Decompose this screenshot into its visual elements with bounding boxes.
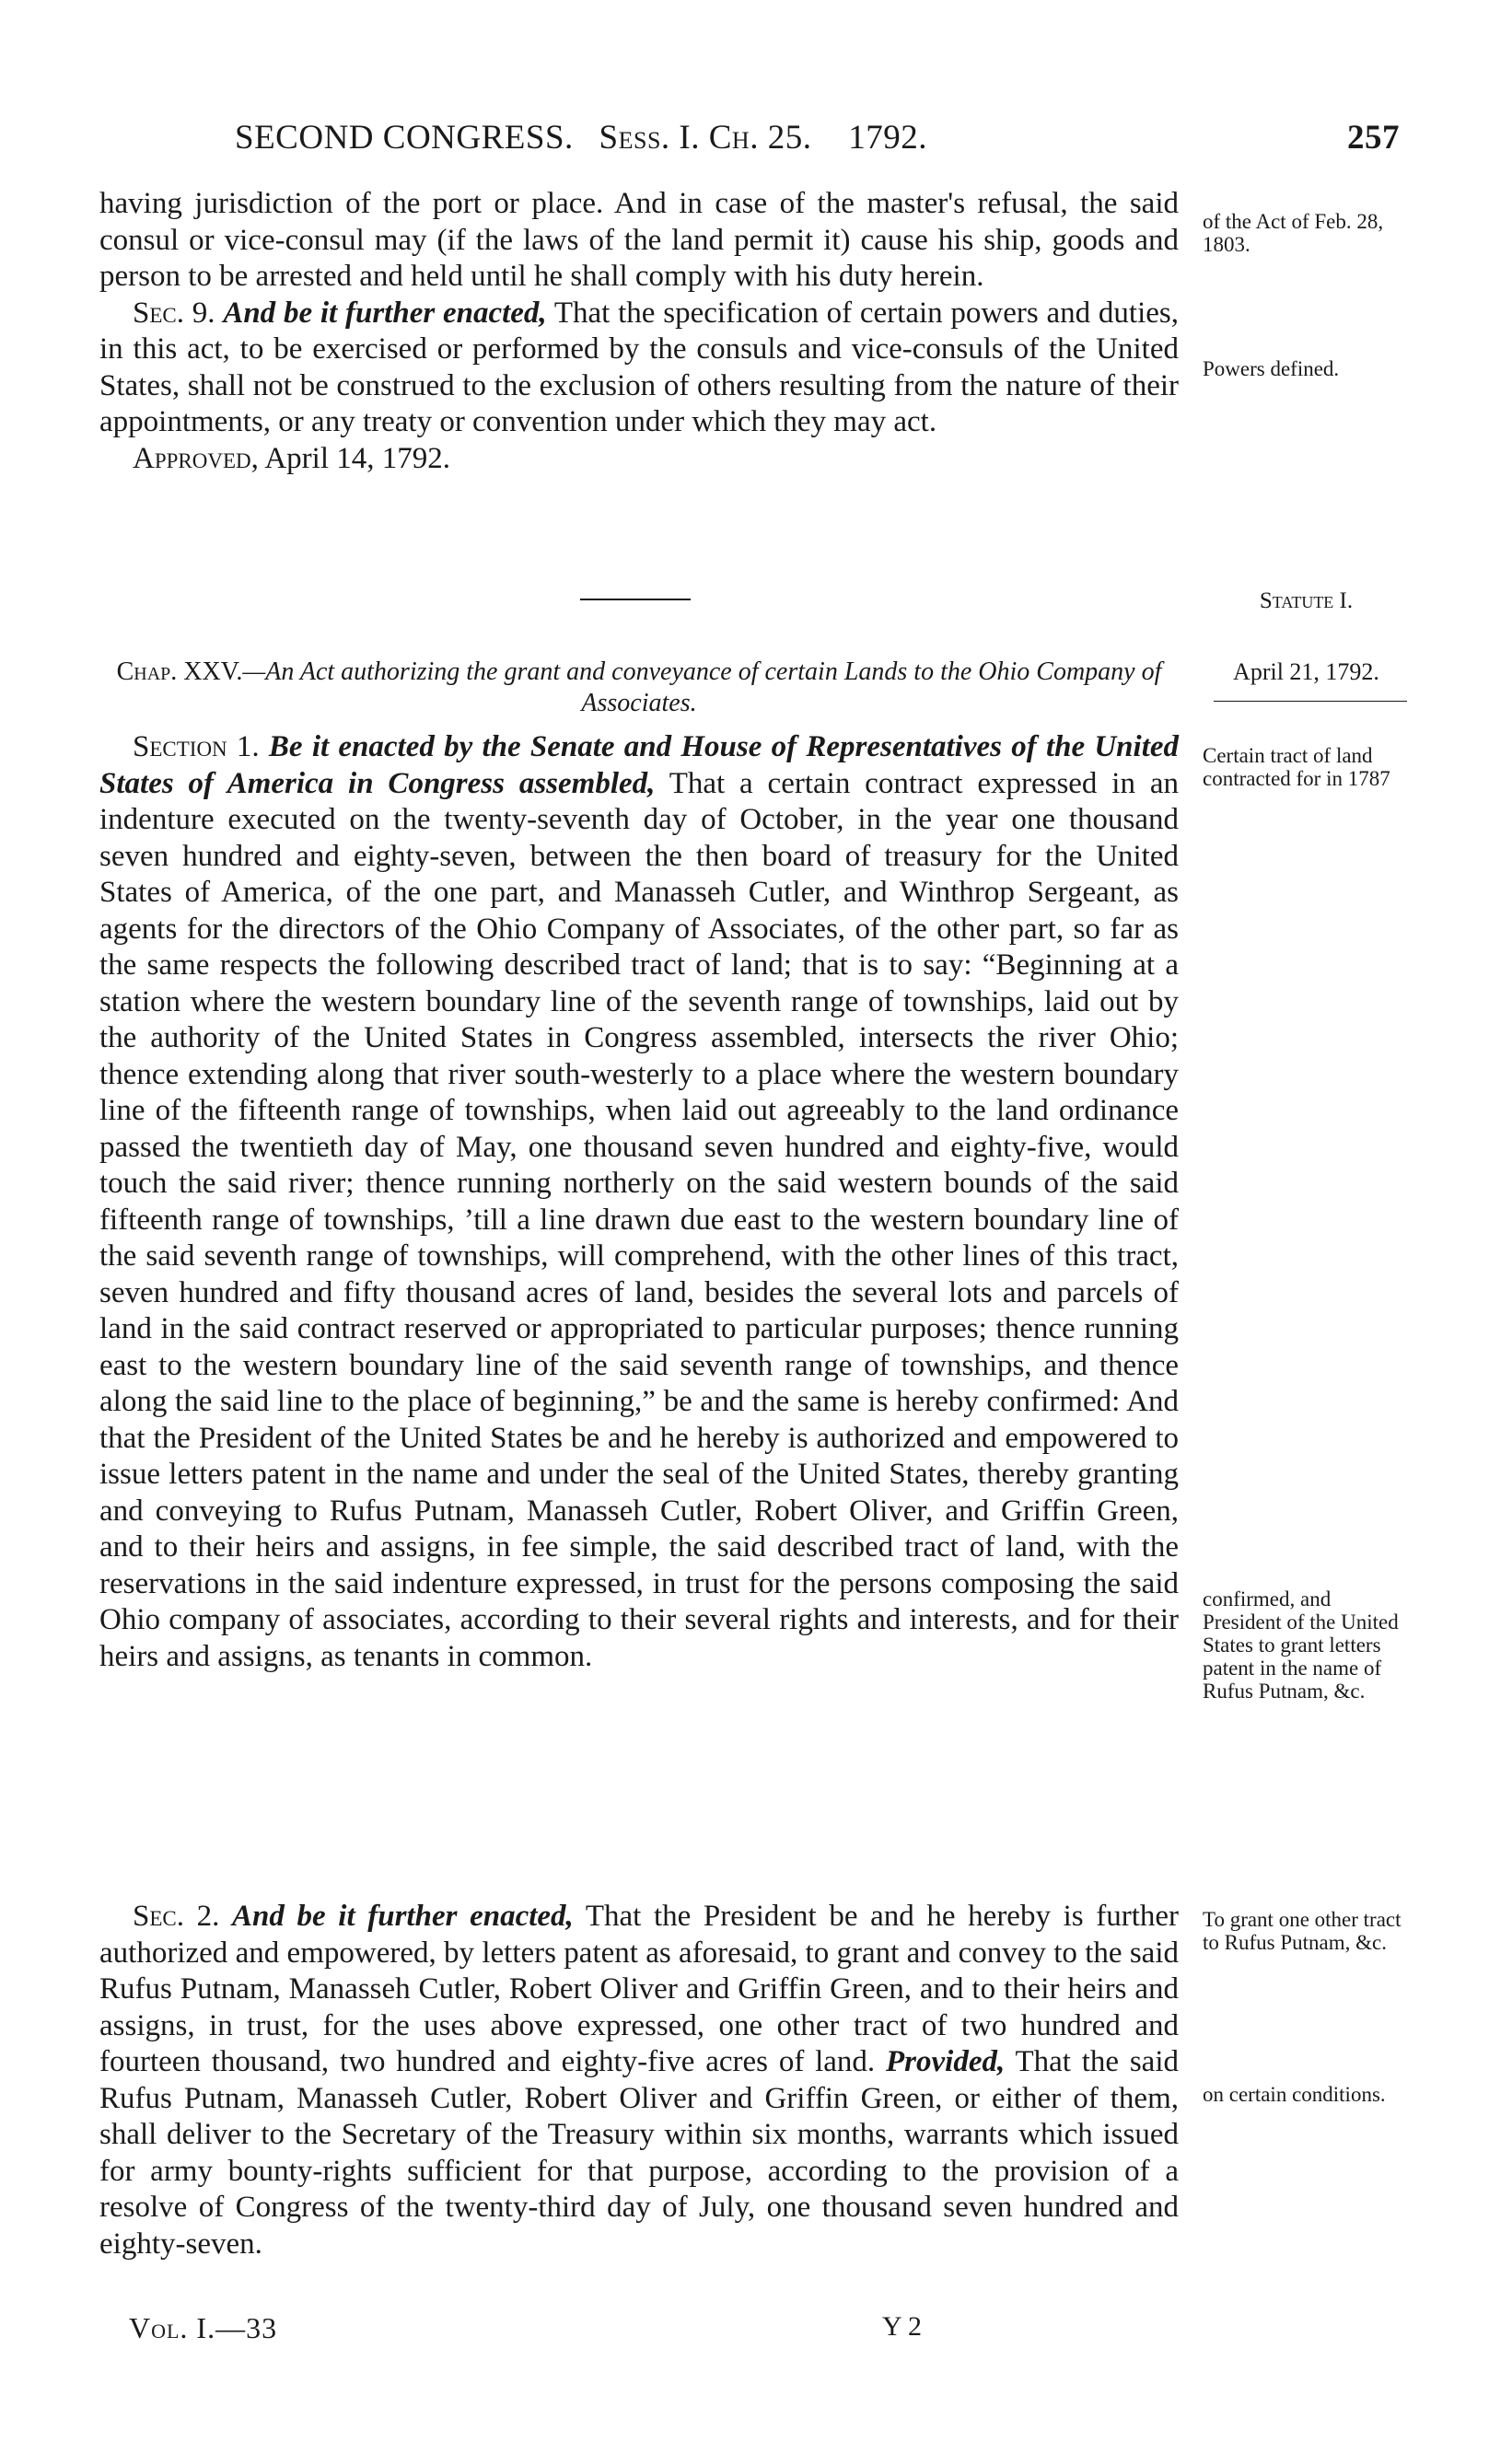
section-2-provided: Provided,: [886, 2045, 1006, 2078]
page-header: [235, 118, 1400, 157]
section-1-enacting: Be it enacted by the Senate and House of Representatives of the United States of America in Congress assembled,: [99, 730, 1180, 800]
margin-note-conditions: on certain conditions.: [1203, 2083, 1386, 2106]
approved-label: Approved,: [133, 441, 259, 475]
section-9-enacting: And be it further enacted,: [223, 296, 547, 330]
section-9: [99, 296, 1179, 441]
margin-note-certain-tract: Certain tract of land contracted for in 1787: [1203, 744, 1390, 790]
running-title: SECOND CONGRESS.: [235, 119, 574, 157]
text-block-upper: [99, 186, 1179, 477]
chapter-title: —An Act authorizing the grant and conveyance of certain Lands to the Ohio Company of Associates.: [242, 657, 1162, 717]
date-rule: [1214, 701, 1407, 702]
chapter-label: Chap. XXV.: [116, 657, 243, 686]
section-9-text: That the specification of certain powers and duties, in this act, to be exercised or performed by the consuls and vice-consuls of the United States, shall not be construed to the exclusion of others resulting from the nature of their appointments, or any treaty or convention under which they may act.: [99, 296, 1179, 438]
section-2-label: Sec. 2.: [133, 1900, 220, 1933]
section-9-label: Sec. 9.: [133, 296, 215, 330]
approved-date: April 14, 1792.: [264, 441, 450, 475]
signature-mark: Y 2: [882, 2311, 923, 2342]
statute-label: Statute I.: [1259, 588, 1354, 613]
page-number: 257: [1347, 119, 1400, 157]
section-1-text: That a certain contract expressed in an indenture executed on the twenty-seventh day of October, in the year one thousand seven hundred and eighty-seven, between the then board of treasury for the United States of America, of the one part, and Manasseh Cutler, and Winthrop Sergeant, as agents for the directors of the Ohio Company of Associates, of the other part, so far as the same respects the following described tract of land; that is to say: “Beginning at a station where the western boundary line of the seventh range of townships, laid out by the authority of the United States in Congress assembled, intersects the river Ohio; thence extending along that river south-westerly to a place where the western boundary line of the fifteenth range of townships, when laid out agreeably to the land ordinance passed the twentieth day of May, one thousand seven hundred and eighty-five, would touch the said river; thence running northerly on the said western bounds of the said fifteenth range of townships, ’till a line drawn due east to the western boundary line of the said seventh range of townships, will comprehend, with the other lines of this tract, seven hundred and fifty thousand acres of land, besides the several lots and parcels of land in the said contract reserved or appropriated to particular purposes; thence running east to the western boundary line of the said seventh range of townships, and thence along the said line to the place of beginning,” be and the same is hereby confirmed: And that the President of the United States be and he hereby is authorized and empowered to issue letters patent in the name and under the seal of the United States, thereby granting and conveying to Rufus Putnam, Manasseh Cutler, Robert Oliver, and Griffin Green, and to their heirs and assigns, in fee simple, the said described tract of land, with the reservations in the said indenture expressed, in trust for the persons composing the said Ohio company of associates, according to their several rights and interests, and for their heirs and assigns, as tenants in common.: [99, 766, 1179, 1673]
text-block-section-1: [99, 729, 1179, 1675]
chapter-heading: [99, 657, 1179, 719]
section-2-enacting: And be it further enacted,: [232, 1900, 574, 1933]
approved-line: [99, 441, 1179, 478]
section-2: [99, 1899, 1179, 2262]
chapter-date: April 21, 1792.: [1233, 658, 1379, 685]
margin-note-grant-one: To grant one other tract to Rufus Putnam, &c.: [1203, 1908, 1402, 1954]
margin-note-powers: Powers defined.: [1203, 357, 1340, 380]
session-chapter: Sess. I. Ch. 25.: [599, 119, 812, 157]
text-block-section-2: [99, 1899, 1179, 2262]
section-1: [99, 729, 1179, 1675]
section-2-text-b: That the said Rufus Putnam, Manasseh Cutler, Robert Oliver and Griffin Green, or either of them, shall deliver to the Secretary of the Treasury within six months, warrants which issued for army bounty-rights sufficient for that purpose, according to the provision of a resolve of Congress of the twenty-third day of July, one thousand seven hundred and eighty-seven.: [99, 2045, 1179, 2261]
header-year: 1792.: [848, 119, 927, 157]
section-1-label: Section 1.: [133, 730, 260, 763]
section-2-text-a: That the President be and he hereby is further authorized and empowered, by letters patent as aforesaid, to grant and convey to the said Rufus Putnam, Manasseh Cutler, Robert Oliver and Griffin Green, and to their heirs and assigns, in trust, for the uses above expressed, one other tract of two hundred and fourteen thousand, two hundred and eighty-five acres of land.: [99, 1900, 1180, 2078]
section-divider: [580, 599, 691, 600]
margin-note-act-of: of the Act of Feb. 28, 1803.: [1203, 210, 1384, 256]
continuation-paragraph: having jurisdiction of the port or place. And in case of the master's refusal, the said consul or vice-consul may (if the laws of the land permit it) cause his ship, goods and person to be arrested and held until he shall comply with his duty herein.: [99, 187, 1179, 293]
margin-note-confirmed: confirmed, and President of the United States to grant letters patent in the name of Rufus Putnam, &c.: [1203, 1587, 1399, 1703]
volume-footer: Vol. I.—33: [129, 2311, 278, 2344]
